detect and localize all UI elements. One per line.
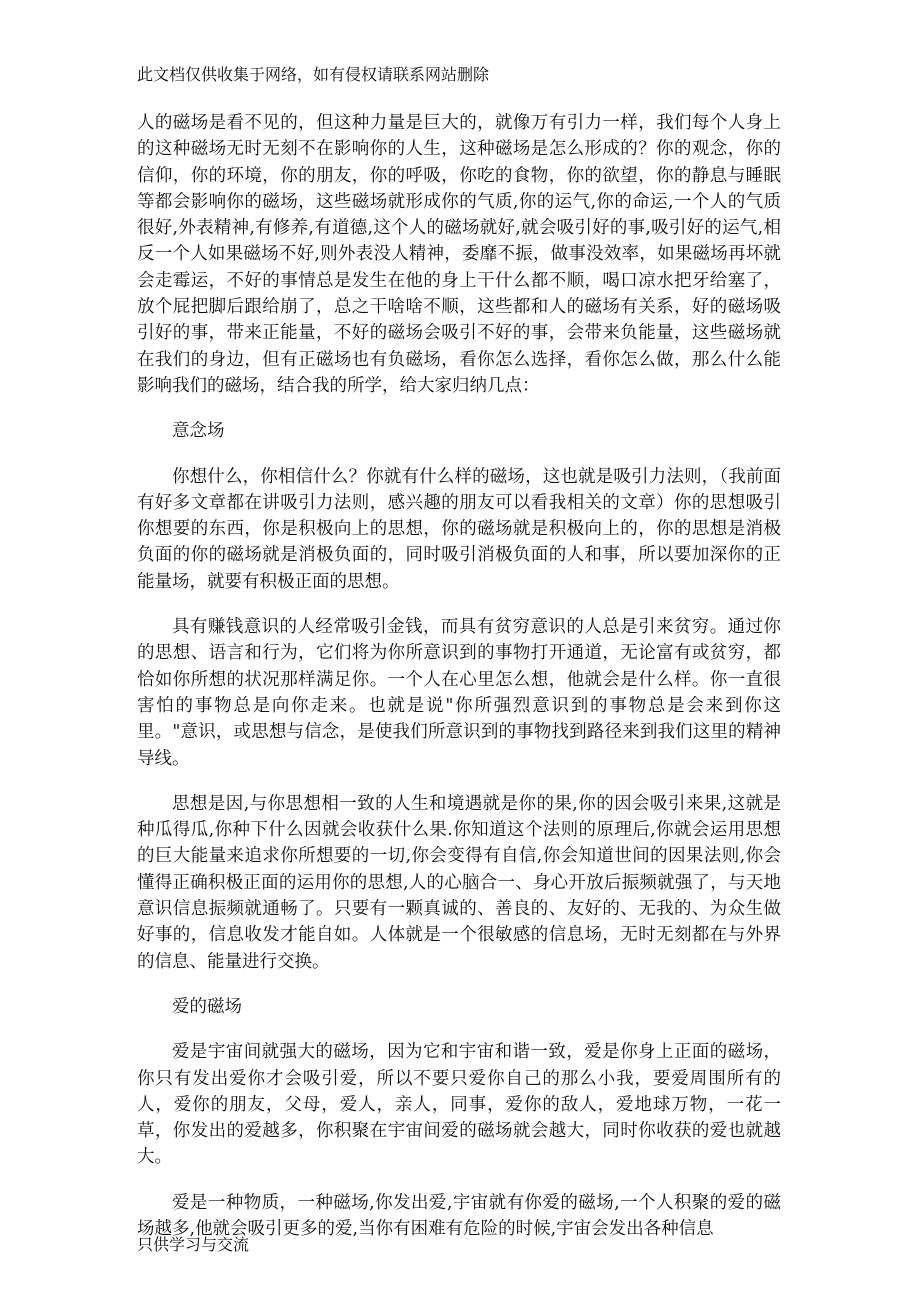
page-header-notice: 此文档仅供收集于网络，如有侵权请联系网站删除: [137, 65, 490, 84]
paragraph-intention-3: 思想是因,与你思想相一致的人生和境遇就是你的果,你的因会吸引来果,这就是种瓜得瓜,你种下什么因就会收获什么果.你知道这个法则的原理后,你就会运用思想的巨大能量来追求你所想要的一切,你会变得有自信,你会知道世间的因果法则,你会懂得正确积极正面的运用你的思想,人的心脑合一、身心开放后振频就强了，与天地意识信息振频就通畅了。只要有一颗真诚的、善良的、友好的、无我的、为众生做好事的，信息收发才能自如。人体就是一个很敏感的信息场，无时无刻都在与外界的信息、能量进行交换。: [137, 793, 781, 972]
paragraph-intention-2: 具有赚钱意识的人经常吸引金钱，而具有贫穷意识的人总是引来贫穷。通过你的思想、语言和行为，它们将为你所意识到的事物打开通道，无论富有或贫穷，都恰如你所想的状况那样满足你。一个人在心里怎么想，他就会是什么样。你一直很害怕的事物总是向你走来。也就是说"你所强烈意识到的事物总是会来到你这里。"意识，或思想与信念，是使我们所意识到的事物找到路径来到我们这里的精神导线。: [137, 617, 781, 769]
page-footer-note: 只供学习与交流: [137, 1235, 250, 1254]
paragraph-love-2: 爱是一种物质，一种磁场,你发出爱,宇宙就有你爱的磁场,一个人积聚的爱的磁场越多,他就会吸引更多的爱,当你有困难有危险的时候,宇宙会发出各种信息: [137, 1192, 781, 1239]
paragraph-intro: 人的磁场是看不见的，但这种力量是巨大的，就像万有引力一样，我们每个人身上的这种磁场无时无刻不在影响你的人生，这种磁场是怎么形成的？你的观念，你的信仰，你的环境，你的朋友，你的呼吸，你吃的食物，你的欲望，你的静息与睡眠等都会影响你的磁场，这些磁场就形成你的气质,你的运气,你的命运,一个人的气质很好,外表精神,有修养,有道德,这个人的磁场就好,就会吸引好的事,吸引好的运气,相反一个人如果磁场不好,则外表没人精神，委靡不振，做事没效率，如果磁场再坏就会走霉运，不好的事情总是发生在他的身上干什么都不顺，喝口凉水把牙给塞了，放个屁把脚后跟给崩了，总之干啥啥不顺，这些都和人的磁场有关系，好的磁场吸引好的事，带来正能量，不好的磁场会吸引不好的事，会带来负能量，这些磁场就在我们的身边，但有正磁场也有负磁场，看你怎么选择，看你怎么做，那么什么能影响我们的磁场，结合我的所学，给大家归纳几点：: [137, 113, 781, 396]
paragraph-love-1: 爱是宇宙间就强大的磁场，因为它和宇宙和谐一致，爱是你身上正面的磁场，你只有发出爱你才会吸引爱，所以不要只爱你自己的那么小我，要爱周围所有的人，爱你的朋友，父母，爱人，亲人，同事，爱你的敌人，爱地球万物，一花一草，你发出的爱越多，你积聚在宇宙间爱的磁场就会越大，同时你收获的爱也就越大。: [137, 1042, 781, 1168]
document-body: [137, 110, 781, 1261]
section-heading-intention-field: 意念场: [172, 421, 225, 442]
paragraph-intention-1: 你想什么，你相信什么？你就有什么样的磁场，这也就是吸引力法则，（我前面有好多文章都在讲吸引力法则，感兴趣的朋友可以看我相关的文章）你的思想吸引你想要的东西，你是积极向上的思想，你的磁场就是积极向上的，你的思想是消极负面的你的磁场就是消极负面的，同时吸引消极负面的人和事，所以要加深你的正能量场，就要有积极正面的思想。: [137, 466, 781, 592]
section-heading-love-field: 爱的磁场: [172, 996, 242, 1017]
